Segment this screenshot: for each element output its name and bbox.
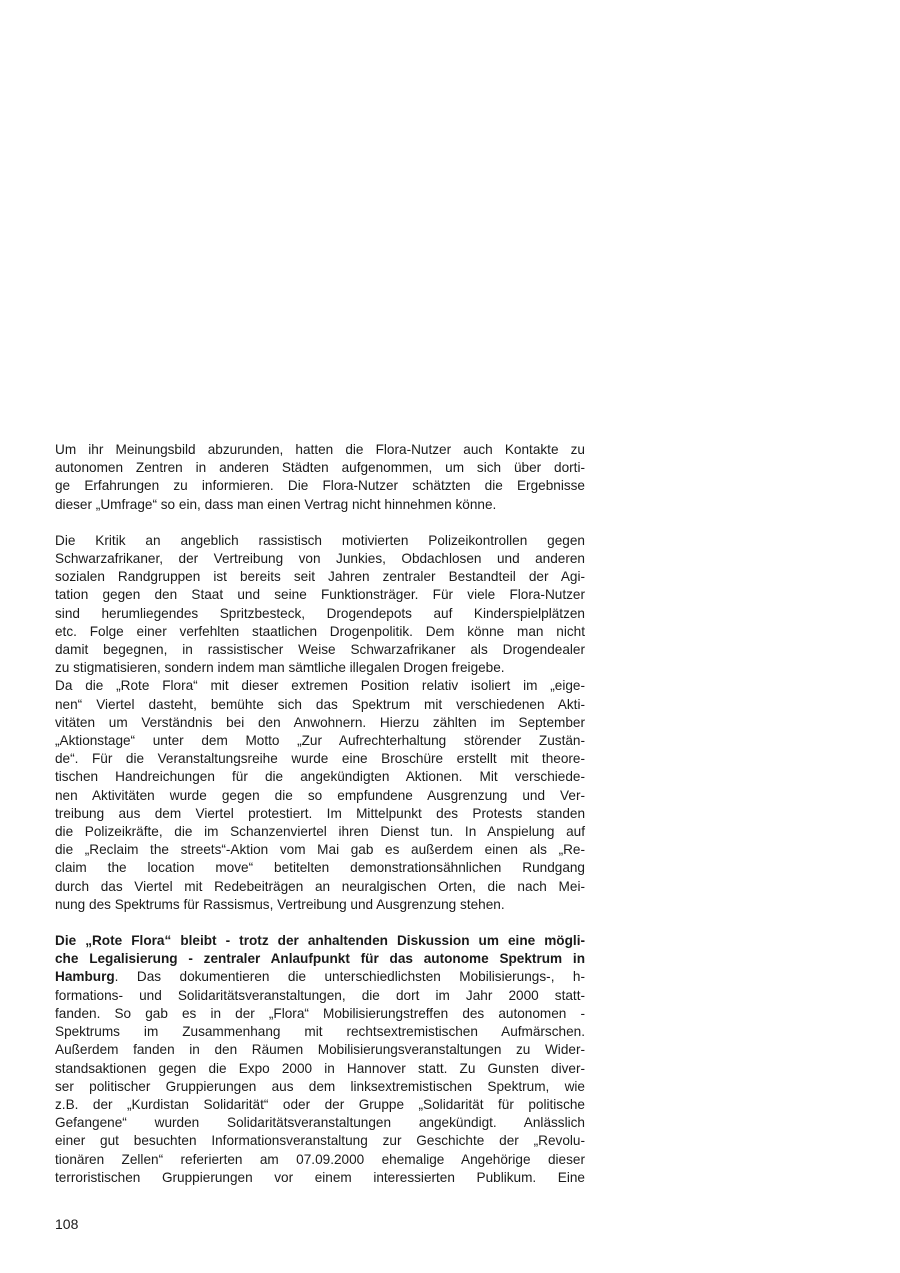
text-line: tation gegen den Staat und seine Funktionsträger. Für viele Flora-Nutzer <box>55 587 585 603</box>
text-line: terroristischen Gruppierungen vor einem interessierten Publikum. Eine <box>55 1169 585 1185</box>
text-line: die „Reclaim the streets“-Aktion vom Mai gab es außerdem einen als „Re- <box>55 842 585 858</box>
lead-continuation: . Das dokumentieren die unterschiedlichsten Mobilisierungs-, h- <box>114 969 585 985</box>
text-column <box>55 441 585 1187</box>
text-line: durch das Viertel mit Redebeiträgen an neuralgischen Orten, die nach Mei- <box>55 878 585 894</box>
text-line: die Polizeikräfte, die im Schanzenviertel ihren Dienst tun. In Anspielung auf <box>55 824 585 840</box>
text-line: ser politischer Gruppierungen aus dem linksextremistischen Spektrum, wie <box>55 1078 585 1094</box>
paragraph-gap <box>55 514 585 532</box>
paragraph-activities <box>55 677 585 914</box>
text-line: sind herumliegendes Spritzbesteck, Drogendepots auf Kinderspielplätzen <box>55 605 585 621</box>
paragraph-criticism <box>55 532 585 678</box>
text-line: „Aktionstage“ unter dem Motto „Zur Aufrechterhaltung störender Zustän- <box>55 733 585 749</box>
text-line-bold: Die „Rote Flora“ bleibt - trotz der anhaltenden Diskussion um eine mögli- <box>55 933 585 949</box>
text-line: autonomen Zentren in anderen Städten aufgenommen, um sich über dorti- <box>55 460 585 476</box>
paragraph-contacts <box>55 441 585 514</box>
text-line: de“. Für die Veranstaltungsreihe wurde eine Broschüre erstellt mit theore- <box>55 751 585 767</box>
text-line: formations- und Solidaritätsveranstaltungen, die dort im Jahr 2000 statt- <box>55 987 585 1003</box>
text-line: Spektrums im Zusammenhang mit rechtsextremistischen Aufmärschen. <box>55 1024 585 1040</box>
text-line: Da die „Rote Flora“ mit dieser extremen Position relativ isoliert im „eige- <box>55 678 585 694</box>
text-line: etc. Folge einer verfehlten staatlichen Drogenpolitik. Dem könne man nicht <box>55 623 585 639</box>
text-line: Um ihr Meinungsbild abzurunden, hatten die Flora-Nutzer auch Kontakte zu <box>55 442 585 457</box>
text-line: einer gut besuchten Informationsveranstaltung zur Geschichte der „Revolu- <box>55 1133 585 1149</box>
lead-city: Hamburg <box>55 969 115 985</box>
text-line: z.B. der „Kurdistan Solidarität“ oder der Gruppe „Solidarität für politische <box>55 1096 585 1112</box>
text-line: treibung aus dem Viertel protestiert. Im Mittelpunkt des Protests standen <box>55 805 585 821</box>
text-line: zu stigmatisieren, sondern indem man sämtliche illegalen Drogen freigebe. <box>55 660 505 676</box>
text-line: sozialen Randgruppen ist bereits seit Jahren zentraler Bestandteil der Agi- <box>55 569 585 585</box>
text-line: ge Erfahrungen zu informieren. Die Flora-Nutzer schätzten die Ergebnisse <box>55 478 585 494</box>
text-line: damit begegnen, in rassistischer Weise Schwarzafrikaner als Drogendealer <box>55 642 585 658</box>
text-line: claim the location move“ betitelten demonstrationsähnlichen Rundgang <box>55 860 585 876</box>
text-line: nen Aktivitäten wurde gegen die so empfundene Ausgrenzung und Ver- <box>55 787 585 803</box>
text-line: dieser „Umfrage“ so ein, dass man einen Vertrag nicht hinnehmen könne. <box>55 496 497 512</box>
paragraph-gap <box>55 914 585 932</box>
text-line: tionären Zellen“ referierten am 07.09.2000 ehemalige Angehörige dieser <box>55 1151 585 1167</box>
text-line: nen“ Viertel dasteht, bemühte sich das Spektrum mit verschiedenen Akti- <box>55 696 585 712</box>
text-line: Die Kritik an angeblich rassistisch motivierten Polizeikontrollen gegen <box>55 532 585 548</box>
text-line-mixed <box>55 968 585 986</box>
text-line: nung des Spektrums für Rassismus, Vertreibung und Ausgrenzung stehen. <box>55 896 505 912</box>
text-line: standsaktionen gegen die Expo 2000 in Hannover statt. Zu Gunsten diver- <box>55 1060 585 1076</box>
paragraph-rote-flora <box>55 932 585 1187</box>
text-line: vitäten um Verständnis bei den Anwohnern. Hierzu zählten im September <box>55 714 585 730</box>
page-number: 108 <box>55 1216 79 1232</box>
text-line: Schwarzafrikaner, der Vertreibung von Junkies, Obdachlosen und anderen <box>55 551 585 567</box>
text-line: fanden. So gab es in der „Flora“ Mobilisierungstreffen des autonomen - <box>55 1005 585 1021</box>
text-line-bold: che Legalisierung - zentraler Anlaufpunkt für das autonome Spektrum in <box>55 951 585 967</box>
text-line: Gefangene“ wurden Solidaritätsveranstaltungen angekündigt. Anlässlich <box>55 1115 585 1131</box>
text-line: Außerdem fanden in den Räumen Mobilisierungsveranstaltungen zu Wider- <box>55 1042 585 1058</box>
text-line: tischen Handreichungen für die angekündigten Aktionen. Mit verschiede- <box>55 769 585 785</box>
